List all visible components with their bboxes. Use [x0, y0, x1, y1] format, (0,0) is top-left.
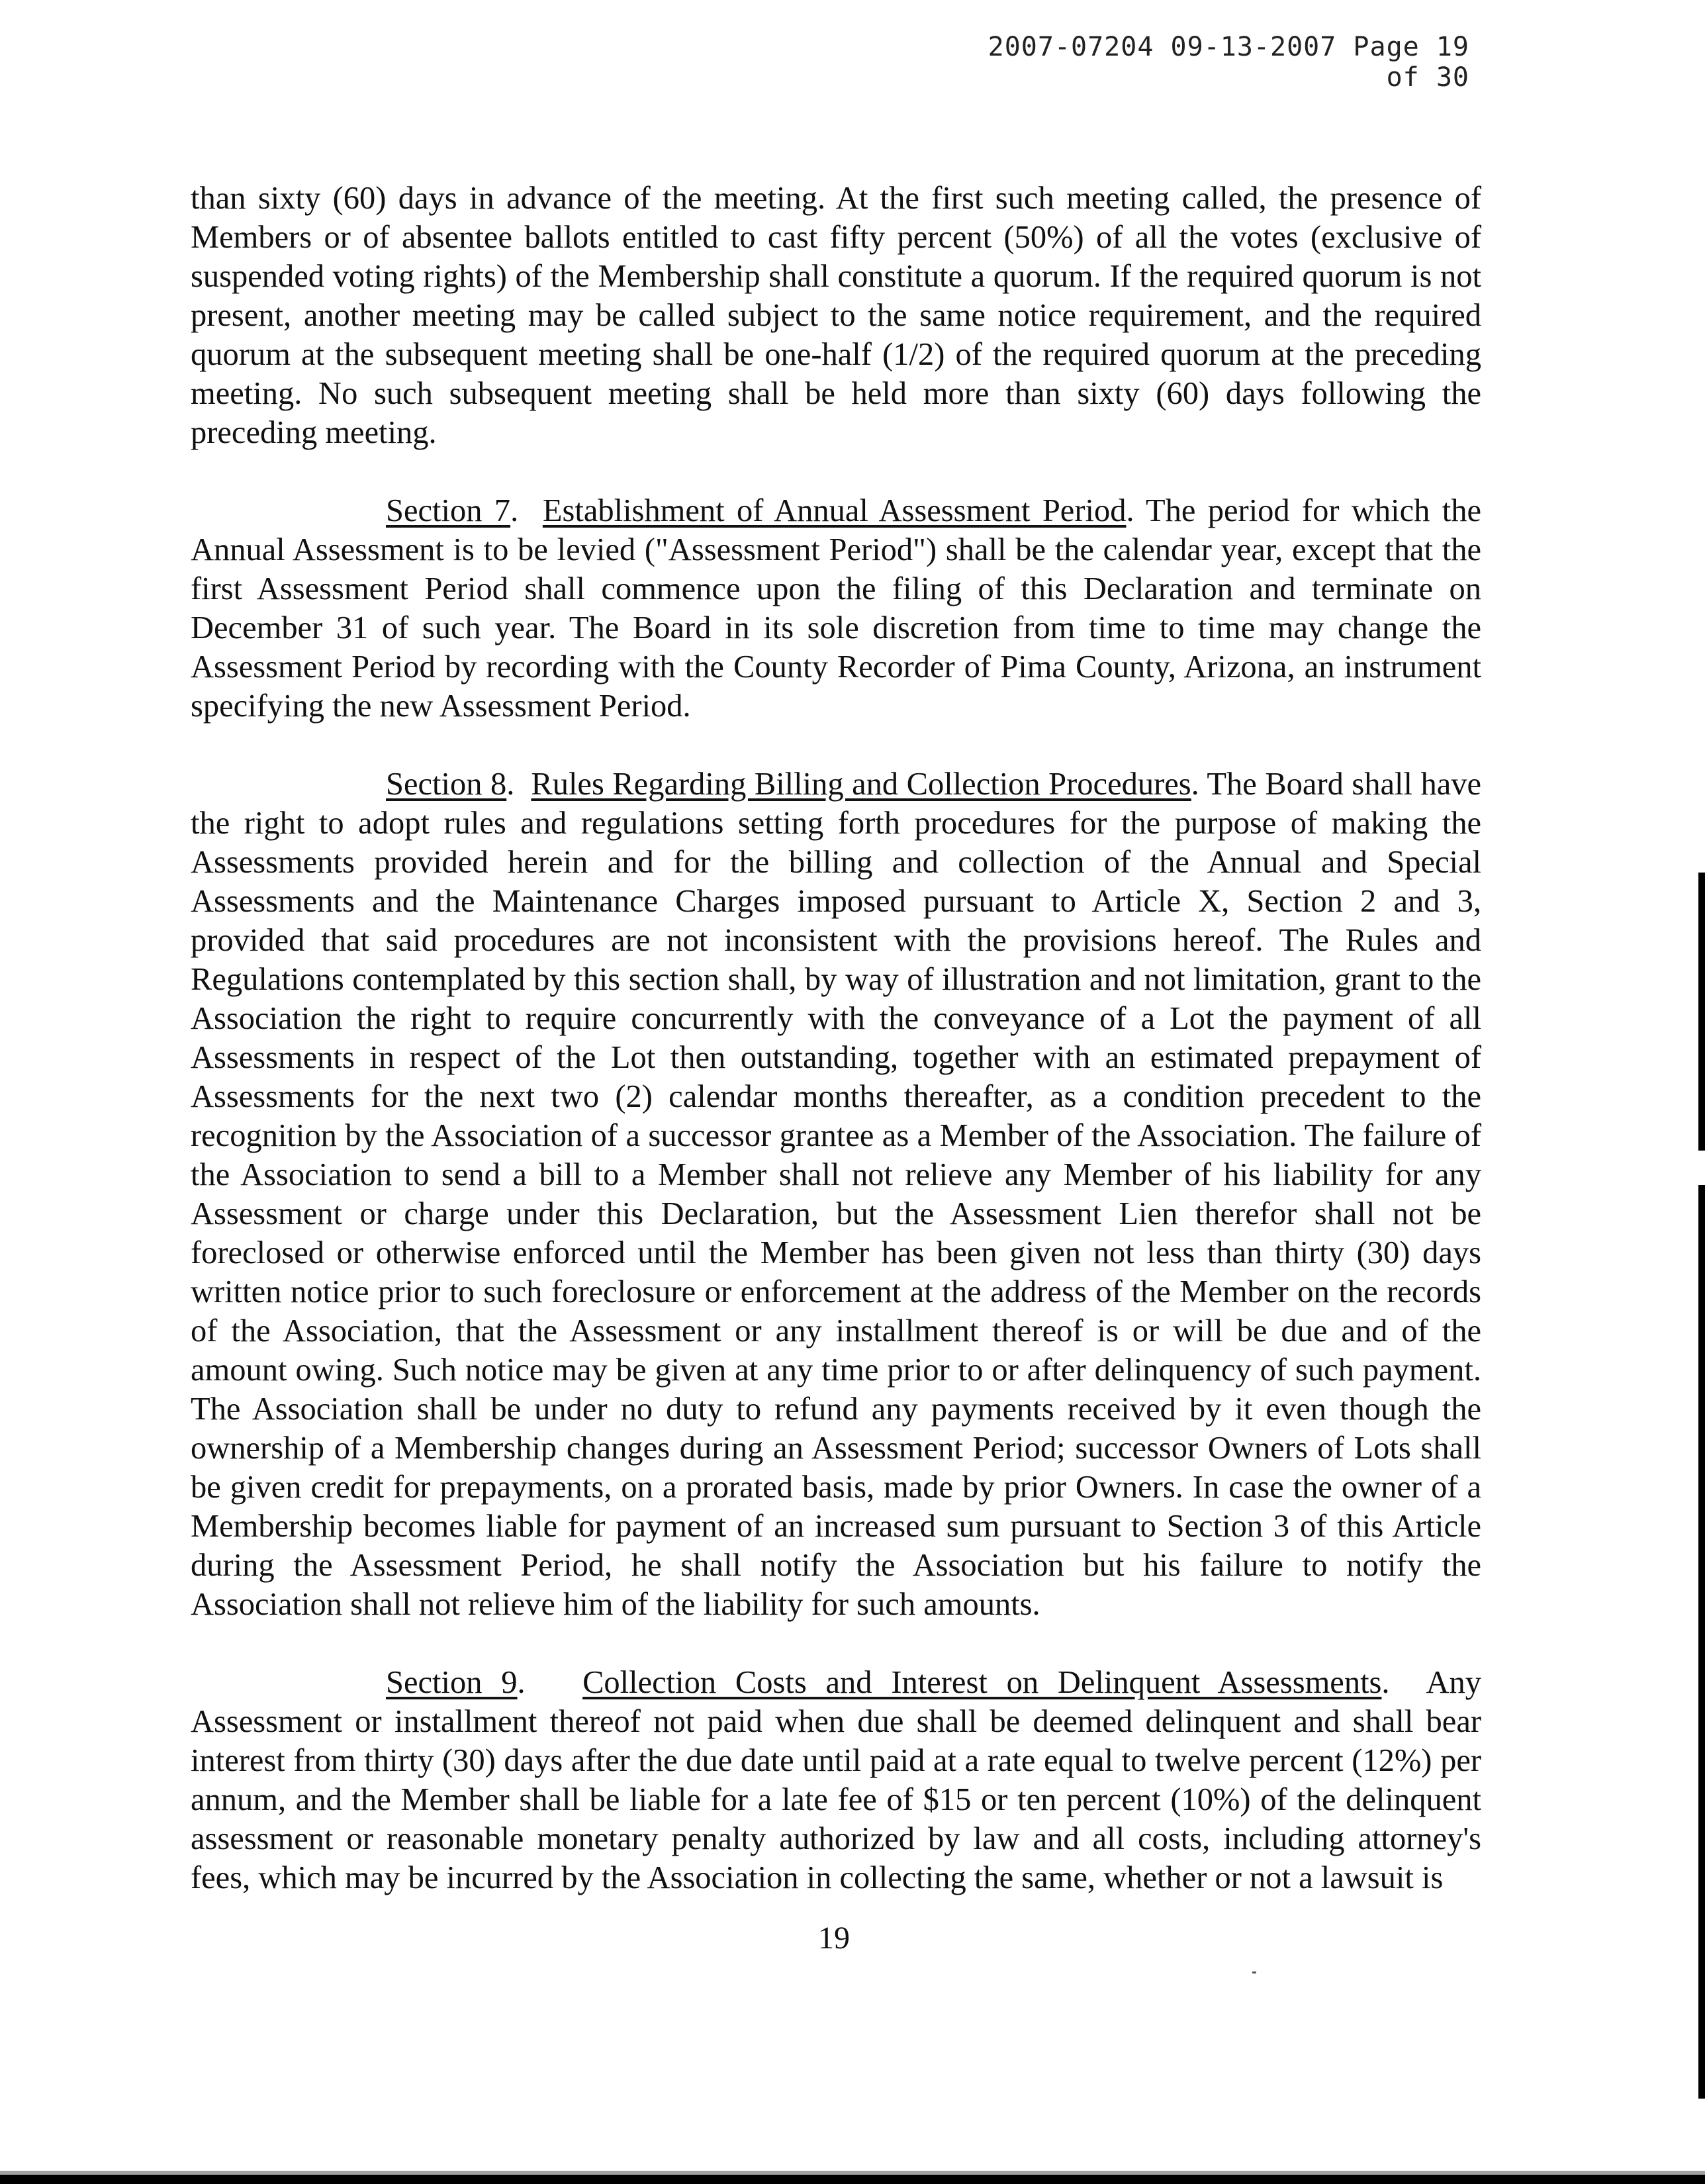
- section-9-label: Section 9: [386, 1665, 518, 1700]
- scan-edge-mark-upper: [1698, 873, 1705, 1151]
- section-9-body: Any Assessment or installment thereof not paid when due shall be deemed delinquent and shall bear interest from thirty (30) days after the due date until paid at a rate equal to twelve percent (12%) per annum, and the Member shall be liable for a late fee of $15 or ten percent (10%) of the delinquent assessment or reasonable monetary penalty authorized by law and all costs, including attorney's fees, which may be incurred by the Association in collecting the same, whether or not a lawsuit is: [191, 1665, 1482, 1895]
- scan-bottom-edge: [0, 2175, 1705, 2184]
- section-7-body: The period for which the Annual Assessment is to be levied ("Assessment Period") shall be the calendar year, except that the first Assessment Period shall commence upon the filing of this Declaration and terminate on December 31 of such year. The Board in its sole discretion from time to time may change the Assessment Period by recording with the County Recorder of Pima County, Arizona, an instrument specifying the new Assessment Period.: [191, 493, 1482, 724]
- scan-speck: [1252, 1971, 1256, 1973]
- section-7-title: Establishment of Annual Assessment Period: [542, 493, 1127, 528]
- section-8-title: Rules Regarding Billing and Collection Procedures: [531, 767, 1191, 802]
- section-7-label: Section 7: [386, 493, 511, 528]
- section-7-paragraph: Section 7. Establishment of Annual Assessment Period. The period for which the Annual Assessment is to be levied ("Assessment Period") shall be the calendar year, except that the first Assessment Period shall commence upon the filing of this Declaration and terminate on December 31 of such year. The Board in its sole discretion from time to time may change the Assessment Period by recording with the County Recorder of Pima County, Arizona, an instrument specifying the new Assessment Period.: [191, 493, 1482, 724]
- section-8-label: Section 8: [386, 767, 507, 802]
- section-9-paragraph: Section 9. Collection Costs and Interest on Delinquent Assessments. Any Assessment or installment thereof not paid when due shall be deemed delinquent and shall bear interest from thirty (30) days after the due date until paid at a rate equal to twelve percent (12%) per annum, and the Member shall be liable for a late fee of $15 or ten percent (10%) of the delinquent assessment or reasonable monetary penalty authorized by law and all costs, including attorney's fees, which may be incurred by the Association in collecting the same, whether or not a lawsuit is: [191, 1665, 1482, 1895]
- section-8-paragraph: Section 8. Rules Regarding Billing and Collection Procedures. The Board shall have the right to adopt rules and regulations setting forth procedures for the purpose of making the Assessments provided herein and for the billing and collection of the Annual and Special Assessments and the Maintenance Charges imposed pursuant to Article X, Section 2 and 3, provided that said procedures are not inconsistent with the provisions hereof. The Rules and Regulations contemplated by this section shall, by way of illustration and not limitation, grant to the Association the right to require concurrently with the conveyance of a Lot the payment of all Assessments in respect of the Lot then outstanding, together with an estimated prepayment of Assessments for the next two (2) calendar months thereafter, as a condition precedent to the recognition by the Association of a successor grantee as a Member of the Association. The failure of the Association to send a bill to a Member shall not relieve any Member of his liability for any Assessment or charge under this Declaration, but the Assessment Lien therefor shall not be foreclosed or otherwise enforced until the Member has been given not less than thirty (30) days written notice prior to such foreclosure or enforcement at the address of the Member on the records of the Association, that the Assessment or any installment thereof is or will be due and of the amount owing. Such notice may be given at any time prior to or after delinquency of such payment. The Association shall be under no duty to refund any payments received by it even though the ownership of a Membership changes during an Assessment Period; successor Owners of Lots shall be given credit for prepayments, on a prorated basis, made by prior Owners. In case the owner of a Membership becomes liable for payment of an increased sum pursuant to Section 3 of this Article during the Assessment Period, he shall notify the Association but his failure to notify the Association shall not relieve him of the liability for such amounts.: [191, 767, 1481, 1622]
- page-number: 19: [818, 1921, 850, 1956]
- section-9-title: Collection Costs and Interest on Delinquent Assessments: [582, 1665, 1382, 1700]
- scan-edge-mark-lower: [1698, 1185, 1705, 2099]
- fax-header-stamp: 2007-07204 09-13-2007 Page 19 of 30: [988, 32, 1469, 93]
- document-body: [191, 179, 1481, 1936]
- section-8-body: The Board shall have the right to adopt rules and regulations setting forth procedures for the purpose of making the Assessments provided herein and for the billing and collection of the Annual and Special Assessments and the Maintenance Charges imposed pursuant to Article X, Section 2 and 3, provided that said procedures are not inconsistent with the provisions hereof. The Rules and Regulations contemplated by this section shall, by way of illustration and not limitation, grant to the Association the right to require concurrently with the conveyance of a Lot the payment of all Assessments in respect of the Lot then outstanding, together with an estimated prepayment of Assessments for the next two (2) calendar months thereafter, as a condition precedent to the recognition by the Association of a successor grantee as a Member of the Association. The failure of the Association to send a bill to a Member shall not relieve any Member of his liability for any Assessment or charge under this Declaration, but the Assessment Lien therefor shall not be foreclosed or otherwise enforced until the Member has been given not less than thirty (30) days written notice prior to such foreclosure or enforcement at the address of the Member on the records of the Association, that the Assessment or any installment thereof is or will be due and of the amount owing. Such notice may be given at any time prior to or after delinquency of such payment. The Association shall be under no duty to refund any payments received by it even though the ownership of a Membership changes during an Assessment Period; successor Owners of Lots shall be given credit for prepayments, on a prorated basis, made by prior Owners. In case the owner of a Membership becomes liable for payment of an increased sum pursuant to Section 3 of this Article during the Assessment Period, he shall notify the Association but his failure to notify the Association shall not relieve him of the liability for such amounts.: [191, 767, 1481, 1622]
- paragraph-continuation: than sixty (60) days in advance of the meeting. At the first such meeting called, the presence of Members or of absentee ballots entitled to cast fifty percent (50%) of all the votes (exclusive of suspended voting rights) of the Membership shall constitute a quorum. If the required quorum is not present, another meeting may be called subject to the same notice requirement, and the required quorum at the subsequent meeting shall be one-half (1/2) of the required quorum at the preceding meeting. No such subsequent meeting shall be held more than sixty (60) days following the preceding meeting.: [191, 181, 1481, 450]
